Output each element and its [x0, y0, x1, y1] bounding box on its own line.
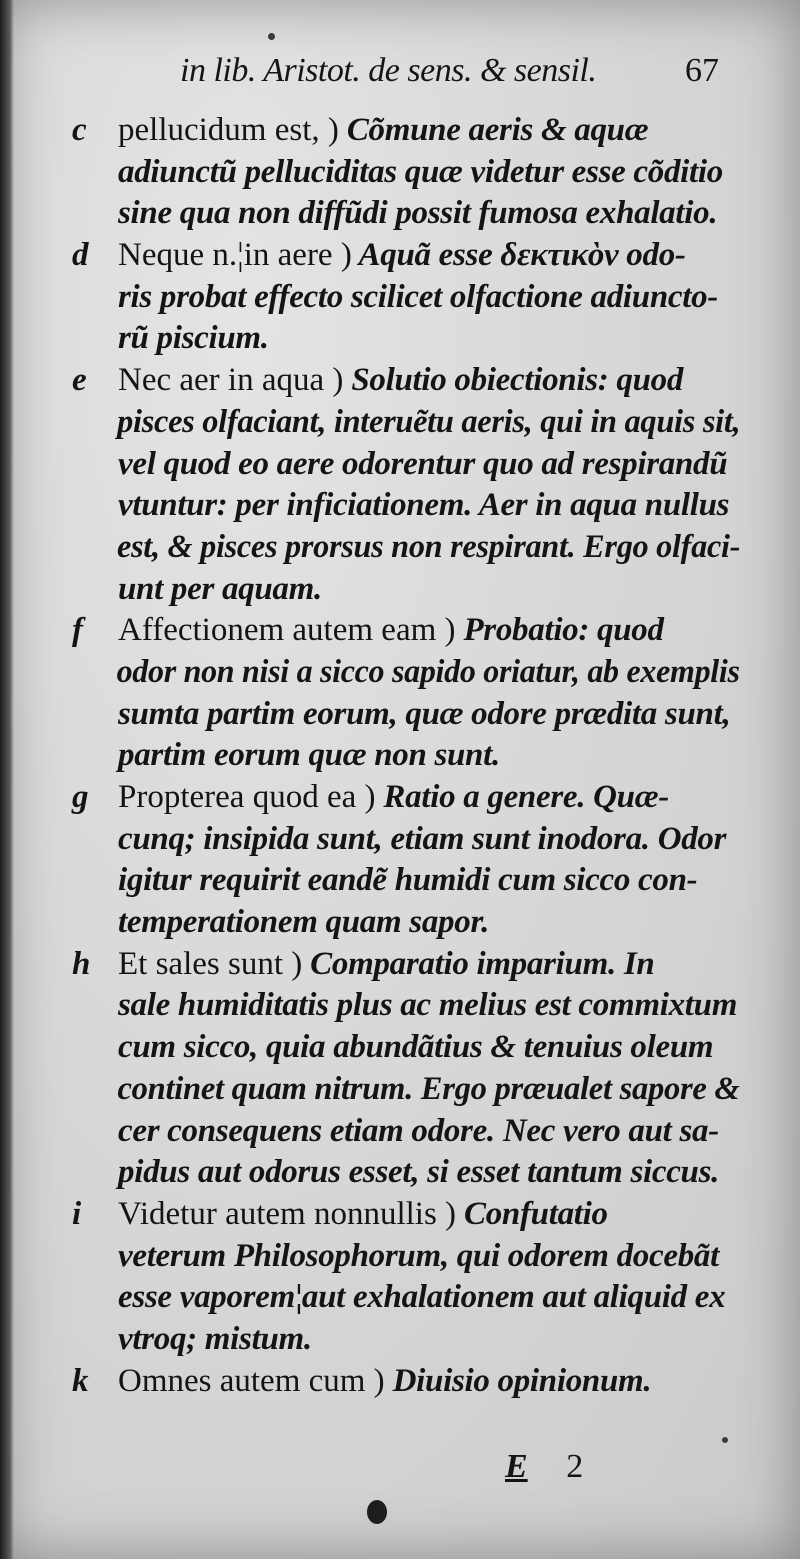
text-line: [72, 1319, 740, 1361]
note-marker: f: [72, 612, 83, 649]
text-line: [72, 1361, 740, 1403]
commentary-text: veterum Philosophorum, qui odorem docebãt: [118, 1237, 719, 1274]
commentary-text: Aquã esse δεκτικὸν odo-: [351, 237, 686, 274]
commentary-text: unt per aquam.: [118, 570, 322, 607]
lemma-text: Neque n.¦in aere ): [118, 237, 352, 274]
commentary-text: Ratio a genere. Quæ-: [375, 779, 669, 815]
text-line: [72, 985, 740, 1027]
commentary-text: odor non nisi a sicco sapido oriatur, ab exemplis: [116, 653, 740, 690]
commentary-text: pidus aut odorus esset, si esset tantum siccus.: [118, 1154, 720, 1191]
note-marker: d: [72, 237, 89, 274]
text-line: [72, 860, 740, 902]
signature-number: 2: [566, 1448, 584, 1485]
text-line: [72, 444, 740, 486]
commentary-text: Comparatio imparium. In: [302, 945, 655, 982]
lemma-text: Nec aer in aqua ): [118, 362, 344, 399]
text-line: [72, 110, 740, 152]
text-line: [72, 527, 741, 569]
page-number: 67: [685, 52, 719, 89]
commentary-text: sine qua non diffũdi possit fumosa exhalatio.: [118, 195, 718, 232]
text-line: [72, 694, 740, 736]
page-header: [180, 52, 740, 100]
commentary-text: partim eorum quæ non sunt.: [118, 737, 500, 774]
text-line: [72, 152, 740, 194]
commentary-text: temperationem quam sapor.: [118, 904, 490, 941]
text-line: [72, 277, 740, 319]
commentary-text: cer consequens etiam odore. Nec vero aut sa-: [118, 1112, 719, 1149]
commentary-text: Probatio: quod: [455, 612, 664, 649]
ink-speck: [722, 1437, 728, 1443]
text-line: [72, 485, 740, 527]
commentary-text: cunq; insipida sunt, etiam sunt inodora. Odor: [118, 820, 727, 857]
commentary-text: Cõmune aeris & aquæ: [338, 112, 649, 148]
text-line: [72, 235, 740, 277]
lemma-text: Videtur autem nonnullis ): [118, 1195, 457, 1232]
note-marker: c: [72, 112, 87, 148]
lemma-text: Et sales sunt ): [118, 945, 303, 982]
signature-mark: [505, 1448, 625, 1486]
text-line: [72, 1277, 740, 1319]
commentary-text: vtuntur: per inficiationem. Aer in aqua nullus: [118, 487, 730, 524]
text-line: [72, 1236, 740, 1278]
commentary-text: vel quod eo aere odorentur quo ad respirandũ: [118, 445, 728, 482]
commentary-text: vtroq; mistum.: [118, 1320, 312, 1357]
text-line: [72, 735, 740, 777]
commentary-text: ris probat effecto scilicet olfactione adiuncto-: [118, 278, 718, 315]
lemma-text: Omnes autem cum ): [118, 1362, 385, 1399]
text-line: [72, 318, 740, 360]
text-line: [72, 1027, 740, 1069]
note-marker: h: [72, 945, 91, 982]
note-marker: k: [72, 1362, 89, 1399]
text-line: [72, 1111, 740, 1153]
note-marker: e: [72, 362, 87, 399]
paper-hole: [367, 1500, 387, 1524]
note-marker: i: [72, 1195, 82, 1232]
commentary-text: est, & pisces prorsus non respirant. Ergo olfaci-: [116, 528, 741, 565]
commentary-text: adiunctũ pelluciditas quæ videtur esse cõditio: [118, 153, 723, 190]
commentary-text: pisces olfaciant, interuẽtu aeris, qui in aquis sit,: [117, 403, 741, 440]
commentary-text: continet quam nitrum. Ergo præualet sapore &: [117, 1070, 740, 1107]
text-line: [72, 819, 740, 861]
commentary-text: Diuisio opinionum.: [384, 1362, 652, 1399]
commentary-text: sumta partim eorum, quæ odore prædita sunt,: [118, 695, 731, 732]
commentary-text: esse vaporem¦aut exhalationem aut aliquid ex: [118, 1279, 726, 1316]
text-line: [72, 610, 740, 652]
text-line: [72, 1152, 740, 1194]
commentary-text: igitur requirit eandẽ humidi cum sicco con-: [118, 862, 698, 899]
text-line: [72, 652, 740, 694]
commentary-text: Confutatio: [456, 1195, 608, 1232]
commentary-text: rũ piscium.: [118, 320, 269, 357]
text-line: [72, 1069, 740, 1111]
commentary-text: [72, 110, 740, 1402]
text-line: [72, 944, 740, 986]
lemma-text: pellucidum est, ): [118, 112, 339, 148]
text-line: [72, 193, 740, 235]
commentary-text: sale humiditatis plus ac melius est commixtum: [118, 987, 738, 1024]
note-marker: g: [72, 779, 89, 815]
text-line: [72, 1194, 740, 1236]
text-line: [72, 569, 740, 611]
commentary-text: cum sicco, quia abundãtius & tenuius oleum: [118, 1029, 714, 1066]
text-line: [72, 902, 740, 944]
lemma-text: Affectionem autem eam ): [118, 612, 456, 649]
lemma-text: Propterea quod ea ): [118, 779, 376, 815]
signature-letter: E: [505, 1448, 528, 1485]
commentary-text: Solutio obiectionis: quod: [343, 362, 684, 399]
page-binding-edge: [0, 0, 14, 1559]
text-line: [72, 360, 740, 402]
text-line: [72, 777, 740, 819]
ink-speck: [268, 33, 275, 40]
text-line: [72, 402, 741, 444]
running-title: in lib. Aristot. de sens. & sensil.: [180, 52, 597, 89]
